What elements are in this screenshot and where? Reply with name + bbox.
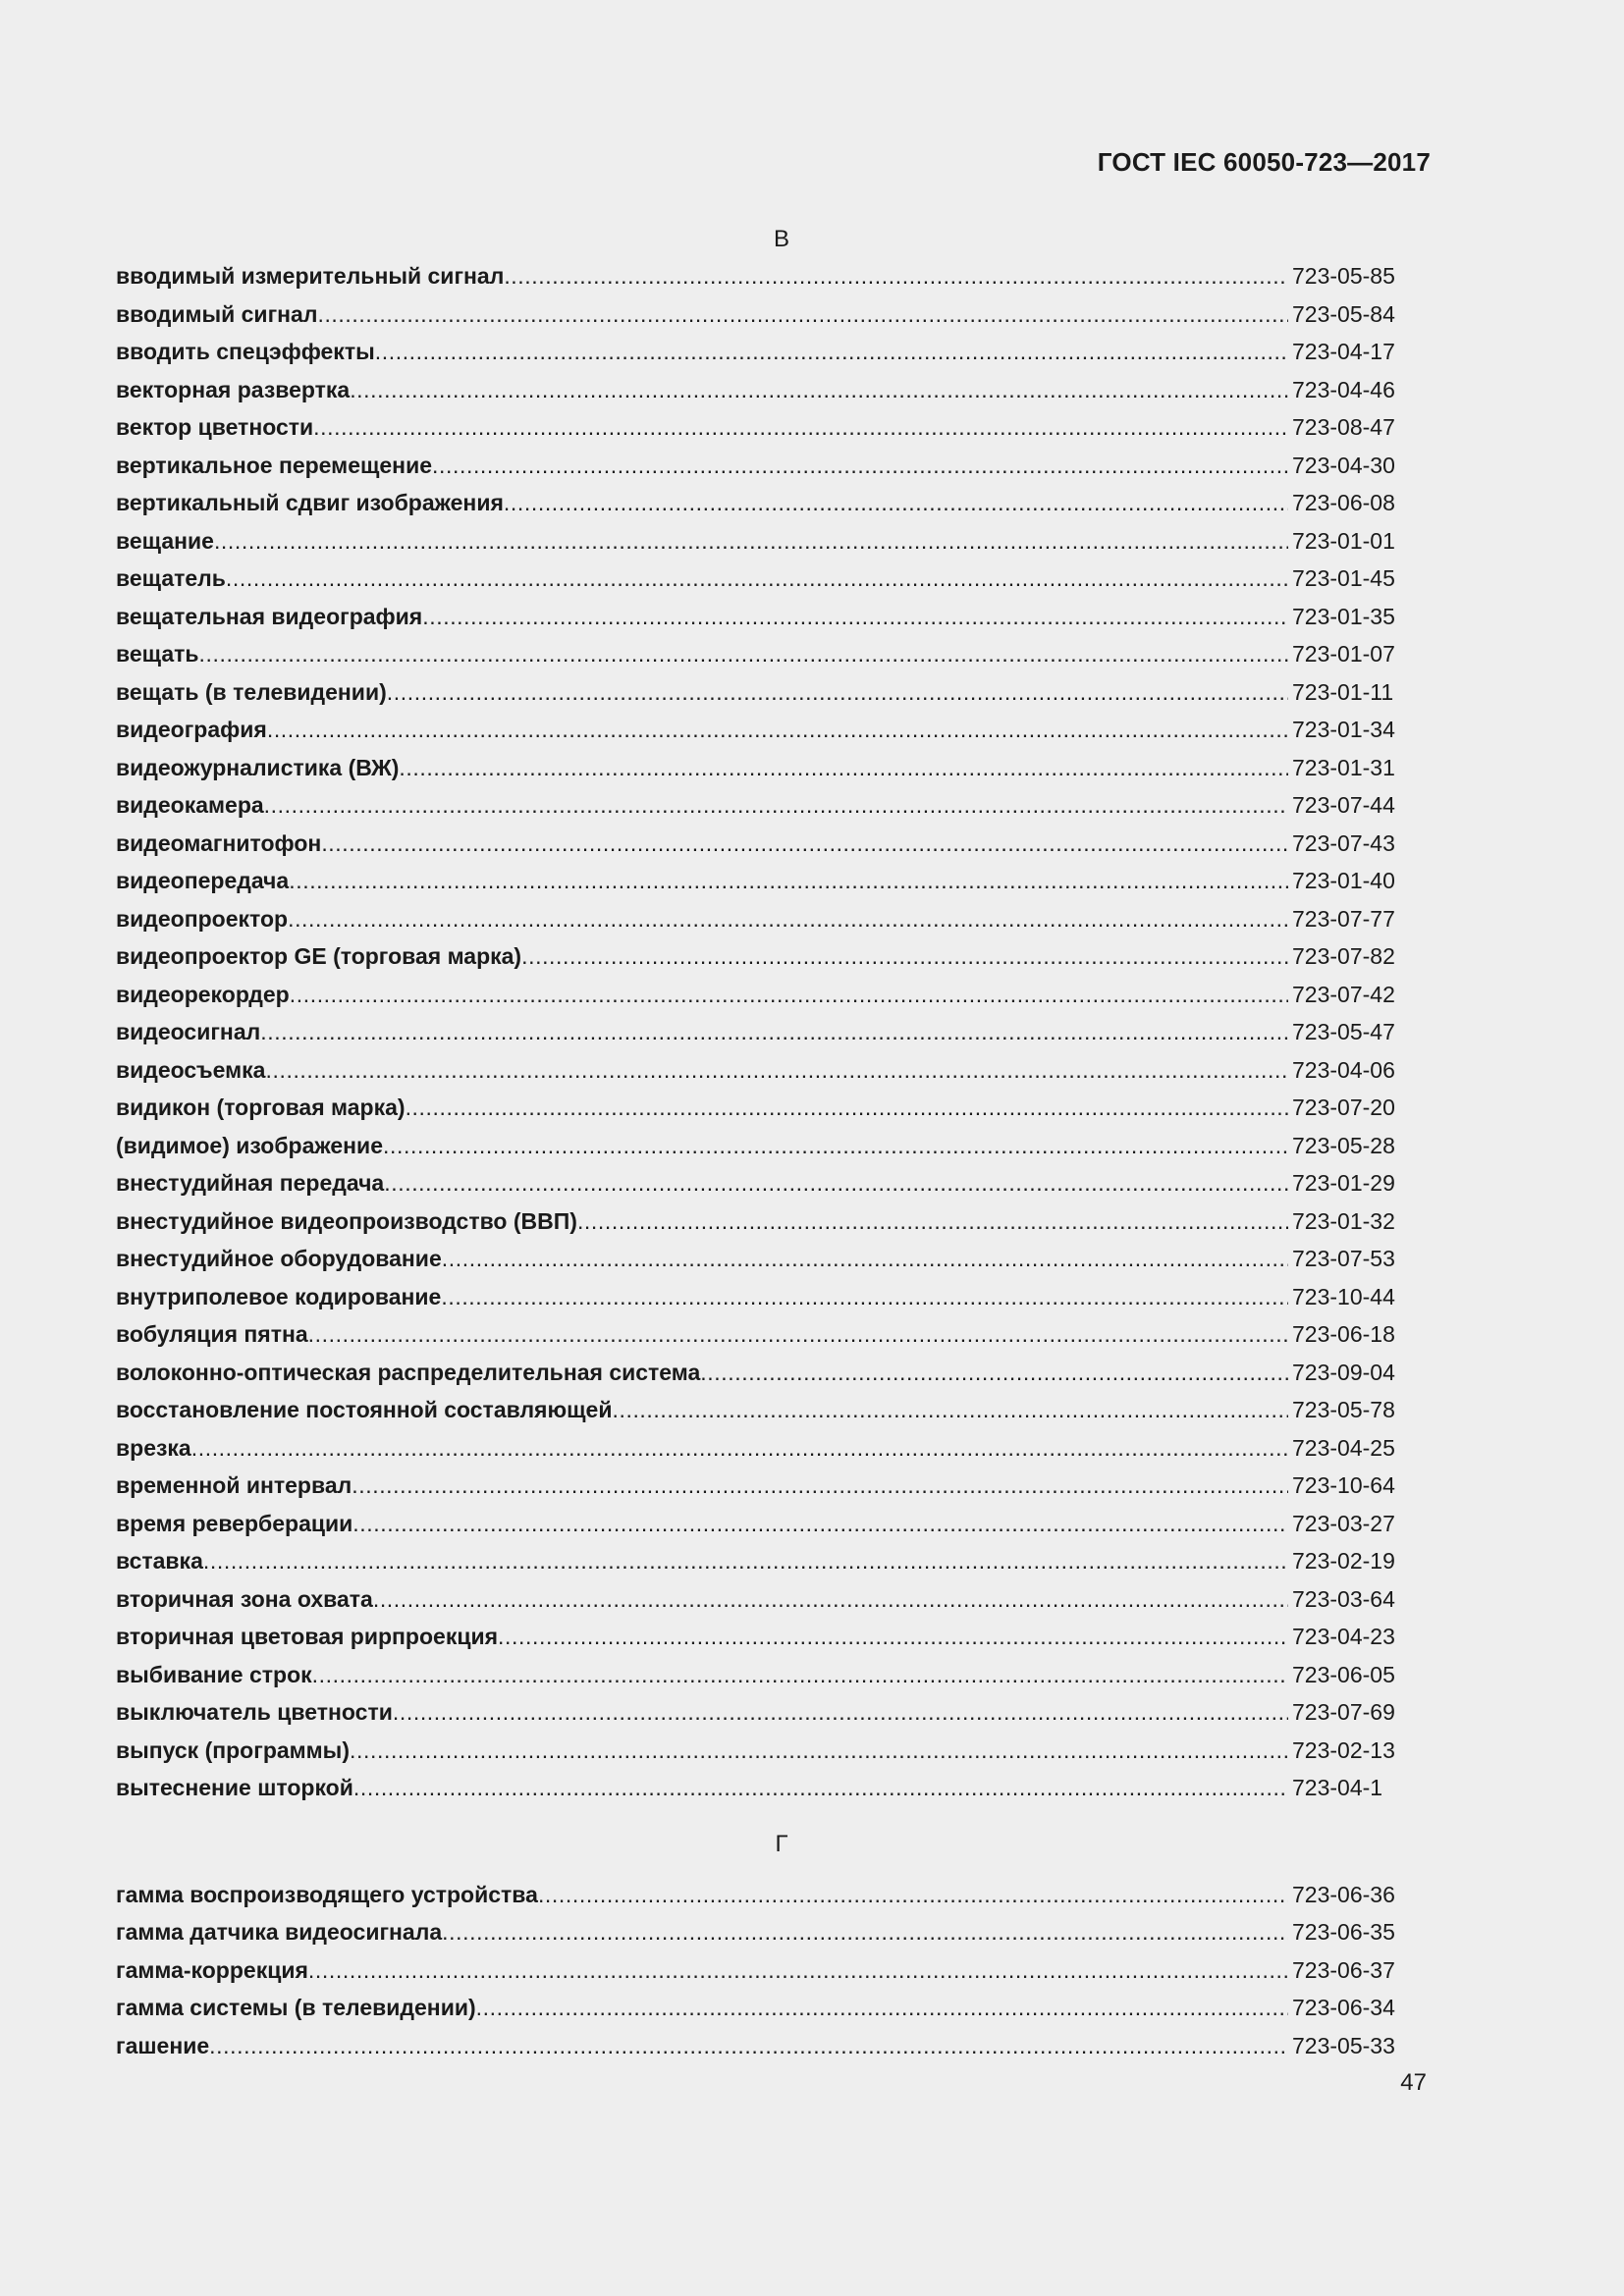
section-letter-v: В [773, 226, 789, 252]
index-term: вертикальное перемещение [116, 452, 432, 478]
index-term: векторная развертка [116, 376, 351, 402]
dot-leader [406, 1089, 1288, 1127]
index-term: гамма воспроизводящего устройства [116, 1881, 538, 1907]
index-term: врезка [116, 1434, 191, 1461]
index-term: вторичная цветовая рирпроекция [116, 1624, 499, 1649]
index-term: выбивание строк [116, 1661, 312, 1687]
index-term: видеокамера [116, 792, 264, 818]
index-entry [116, 484, 1408, 522]
dot-leader [290, 976, 1288, 1014]
index-term: вставка [116, 1548, 203, 1574]
term-code: 723-09-04 [1292, 1359, 1395, 1385]
index-entry [116, 1732, 1408, 1770]
term-code: 723-04-46 [1292, 376, 1395, 402]
dot-leader [577, 1202, 1288, 1241]
index-term: внестудийное оборудование [116, 1246, 442, 1271]
dot-leader [321, 825, 1288, 863]
index-term: вещание [116, 527, 214, 554]
index-entry [116, 598, 1408, 636]
index-term: гамма системы (в телевидении) [116, 1995, 476, 2020]
index-entry [116, 560, 1408, 598]
alphabetical-index [116, 222, 1408, 2064]
term-code: 723-03-64 [1292, 1585, 1395, 1612]
term-code: 723-02-13 [1292, 1736, 1395, 1763]
index-entry [116, 1315, 1408, 1354]
term-code: 723-08-47 [1292, 414, 1395, 440]
index-entry [116, 1051, 1408, 1090]
dot-leader [373, 1580, 1288, 1619]
index-entry [116, 900, 1408, 938]
index-entry [116, 1951, 1408, 1990]
dot-leader [203, 1542, 1288, 1580]
index-term: внутриполевое кодирование [116, 1283, 442, 1309]
index-term: восстановление постоянной составляющей [116, 1397, 613, 1422]
index-term: (видимое) изображение [116, 1132, 383, 1158]
section-g-entries [116, 1876, 1408, 2065]
index-entry [116, 1127, 1408, 1165]
term-code: 723-01-32 [1292, 1207, 1395, 1234]
index-entry [116, 1391, 1408, 1429]
index-term: вертикальный сдвиг изображения [116, 490, 504, 515]
dot-leader [191, 1429, 1288, 1468]
index-term: видеопередача [116, 868, 290, 893]
section-letter-g: Г [775, 1830, 788, 1857]
term-code: 723-06-34 [1292, 1995, 1395, 2020]
index-entry [116, 1354, 1408, 1392]
index-entry [116, 1278, 1408, 1316]
term-code: 723-07-69 [1292, 1699, 1395, 1725]
dot-leader [289, 862, 1288, 900]
dot-leader [308, 1951, 1288, 1990]
index-entry [116, 825, 1408, 863]
index-entry [116, 1542, 1408, 1580]
index-entry [116, 522, 1408, 561]
dot-leader [399, 749, 1288, 787]
term-code: 723-06-35 [1292, 1919, 1395, 1945]
index-term: волоконно-оптическая распределительная система [116, 1359, 701, 1385]
index-term: видеопроектор GE (торговая марка) [116, 943, 522, 969]
index-term: внестудийное видеопроизводство (ВВП) [116, 1207, 577, 1234]
term-code: 723-06-36 [1292, 1881, 1395, 1907]
index-term: вводимый измерительный сигнал [116, 263, 505, 289]
index-term: видеорекордер [116, 981, 290, 1007]
term-code: 723-01-11 [1292, 678, 1394, 705]
dot-leader [498, 1618, 1288, 1656]
term-code: 723-04-23 [1292, 1624, 1395, 1649]
index-entry [116, 1876, 1408, 1914]
dot-leader [352, 1467, 1288, 1505]
dot-leader [442, 1913, 1288, 1951]
index-term: выпуск (программы) [116, 1736, 350, 1763]
dot-leader [214, 522, 1288, 561]
document-header: ГОСТ IEC 60050-723—2017 [1097, 147, 1431, 177]
term-code: 723-07-82 [1292, 943, 1395, 969]
index-term: вещать [116, 641, 199, 667]
index-entry [116, 1089, 1408, 1127]
index-term: гамма датчика видеосигнала [116, 1919, 443, 1945]
term-code: 723-10-44 [1292, 1283, 1395, 1309]
dot-leader [612, 1391, 1288, 1429]
dot-leader [375, 333, 1288, 371]
term-code: 723-07-77 [1292, 905, 1395, 932]
index-entry [116, 1202, 1408, 1241]
term-code: 723-05-84 [1292, 300, 1395, 327]
dot-leader [350, 371, 1288, 409]
dot-leader [352, 1505, 1288, 1543]
index-term: видеомагнитофон [116, 829, 322, 856]
index-entry [116, 1656, 1408, 1694]
index-entry [116, 1618, 1408, 1656]
dot-leader [538, 1876, 1288, 1914]
index-entry [116, 786, 1408, 825]
term-code: 723-01-31 [1292, 754, 1395, 780]
term-code: 723-04-06 [1292, 1056, 1395, 1083]
term-code: 723-07-53 [1292, 1246, 1395, 1271]
index-entry [116, 635, 1408, 673]
index-entry [116, 1164, 1408, 1202]
term-code: 723-01-07 [1292, 641, 1395, 667]
dot-leader [441, 1278, 1288, 1316]
index-entry [116, 976, 1408, 1014]
dot-leader [265, 1051, 1288, 1090]
index-entry [116, 1580, 1408, 1619]
index-term: время реверберации [116, 1510, 353, 1536]
term-code: 723-02-19 [1292, 1548, 1395, 1574]
index-entry [116, 408, 1408, 447]
index-entry [116, 1769, 1408, 1807]
term-code: 723-06-18 [1292, 1321, 1395, 1347]
dot-leader [387, 673, 1288, 712]
dot-leader [422, 598, 1288, 636]
dot-leader [700, 1354, 1288, 1392]
index-entry [116, 1989, 1408, 2027]
term-code: 723-07-42 [1292, 981, 1395, 1007]
index-entry [116, 1693, 1408, 1732]
dot-leader [476, 1989, 1288, 2027]
index-entry [116, 1429, 1408, 1468]
index-term: видеопроектор [116, 905, 289, 932]
index-entry [116, 711, 1408, 749]
term-code: 723-07-20 [1292, 1095, 1395, 1120]
term-code: 723-01-35 [1292, 603, 1395, 629]
index-term: вторичная зона охвата [116, 1585, 373, 1612]
term-code: 723-05-47 [1292, 1019, 1395, 1044]
dot-leader [317, 295, 1288, 334]
term-code: 723-01-29 [1292, 1170, 1395, 1196]
index-entry [116, 2027, 1408, 2065]
index-term: вобуляция пятна [116, 1321, 308, 1347]
index-term: вектор цветности [116, 414, 314, 440]
index-entry [116, 749, 1408, 787]
term-code: 723-04-30 [1292, 452, 1395, 478]
index-entry [116, 257, 1408, 295]
dot-leader [226, 560, 1288, 598]
term-code: 723-07-43 [1292, 829, 1395, 856]
index-term: вещать (в телевидении) [116, 678, 387, 705]
index-entry [116, 1505, 1408, 1543]
dot-leader [442, 1240, 1288, 1278]
index-entry [116, 371, 1408, 409]
dot-leader [260, 1013, 1288, 1051]
index-term: видеография [116, 717, 267, 742]
term-code: 723-05-28 [1292, 1132, 1395, 1158]
term-code: 723-05-78 [1292, 1397, 1395, 1422]
dot-leader [504, 484, 1288, 522]
dot-leader [350, 1732, 1288, 1770]
section-v-entries [116, 257, 1408, 1807]
index-entry [116, 937, 1408, 976]
index-entry [116, 1240, 1408, 1278]
index-term: вводить спецэффекты [116, 339, 375, 364]
term-code: 723-01-45 [1292, 565, 1395, 591]
index-term: внестудийная передача [116, 1170, 385, 1196]
index-entry [116, 295, 1408, 334]
dot-leader [432, 447, 1288, 485]
dot-leader [288, 900, 1288, 938]
dot-leader [504, 257, 1288, 295]
dot-leader [312, 1656, 1288, 1694]
index-entry [116, 1913, 1408, 1951]
term-code: 723-05-85 [1292, 263, 1395, 289]
index-term: видеожурналистика (ВЖ) [116, 754, 400, 780]
dot-leader [383, 1127, 1288, 1165]
dot-leader [313, 408, 1288, 447]
term-code: 723-10-64 [1292, 1472, 1395, 1498]
dot-leader [267, 711, 1288, 749]
dot-leader [353, 1769, 1288, 1807]
term-code: 723-01-40 [1292, 868, 1395, 893]
index-term: видеосигнал [116, 1019, 261, 1044]
dot-leader [264, 786, 1288, 825]
index-term: вещательная видеография [116, 603, 423, 629]
term-code: 723-03-27 [1292, 1510, 1395, 1536]
term-code: 723-04-25 [1292, 1434, 1395, 1461]
index-term: выключатель цветности [116, 1699, 393, 1725]
term-code: 723-04-1 [1292, 1775, 1383, 1800]
index-term: видеосъемка [116, 1056, 266, 1083]
dot-leader [521, 937, 1288, 976]
index-entry [116, 673, 1408, 712]
index-term: вводимый сигнал [116, 300, 318, 327]
index-entry [116, 333, 1408, 371]
index-term: гашение [116, 2032, 210, 2058]
index-entry [116, 1467, 1408, 1505]
index-entry [116, 1013, 1408, 1051]
index-term: вещатель [116, 565, 226, 591]
dot-leader [199, 635, 1288, 673]
dot-leader [209, 2027, 1288, 2065]
index-term: временной интервал [116, 1472, 352, 1498]
term-code: 723-05-33 [1292, 2032, 1395, 2058]
term-code: 723-01-01 [1292, 527, 1395, 554]
index-entry [116, 862, 1408, 900]
index-entry [116, 447, 1408, 485]
term-code: 723-07-44 [1292, 792, 1395, 818]
term-code: 723-04-17 [1292, 339, 1395, 364]
dot-leader [384, 1164, 1288, 1202]
index-term: гамма-коррекция [116, 1956, 308, 1983]
index-term: вытеснение шторкой [116, 1775, 353, 1800]
term-code: 723-06-08 [1292, 490, 1395, 515]
term-code: 723-06-05 [1292, 1661, 1395, 1687]
dot-leader [393, 1693, 1288, 1732]
dot-leader [308, 1315, 1288, 1354]
term-code: 723-06-37 [1292, 1956, 1395, 1983]
index-term: видикон (торговая марка) [116, 1095, 406, 1120]
page-number: 47 [1400, 2069, 1427, 2096]
term-code: 723-01-34 [1292, 717, 1395, 742]
